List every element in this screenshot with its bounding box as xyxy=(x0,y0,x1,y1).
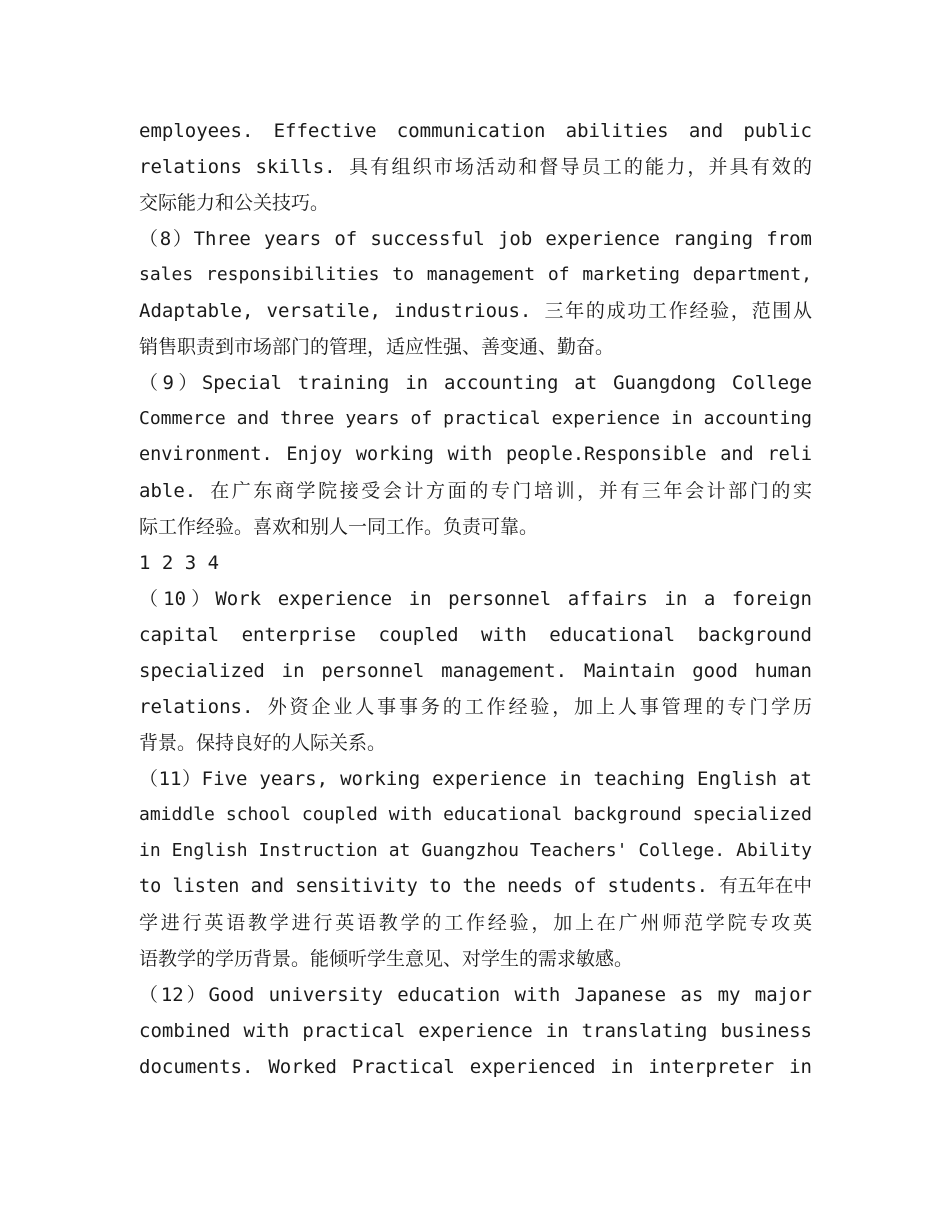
text-line: 1 2 3 4 xyxy=(139,552,220,574)
text-line: （8）Three years of successful job experience ranging from xyxy=(139,228,812,250)
text-line: relations. 外资企业人事事务的工作经验，加上人事管理的专门学历 xyxy=(139,696,812,718)
text-line: in English Instruction at Guangzhou Teachers' College. Ability xyxy=(139,840,812,861)
text-line: capital enterprise coupled with educational background xyxy=(139,624,812,646)
text-line: combined with practical experience in translating business xyxy=(139,1020,812,1042)
text-line: relations skills. 具有组织市场活动和督导员工的能力，并具有效的 xyxy=(139,156,812,178)
text-line: （9）Special training in accounting at Guangdong College xyxy=(139,372,812,394)
text-line: （10）Work experience in personnel affairs in a foreign xyxy=(139,588,812,610)
text-line: （11）Five years, working experience in teaching English at xyxy=(139,768,812,790)
text-line: amiddle school coupled with educational background specialized xyxy=(139,804,812,825)
text-line: to listen and sensitivity to the needs of students. 有五年在中 xyxy=(139,876,812,897)
text-line: （12）Good university education with Japanese as my major xyxy=(139,984,812,1006)
text-line: sales responsibilities to management of marketing department, xyxy=(139,264,812,285)
text-line: 背景。保持良好的人际关系。 xyxy=(139,732,387,754)
text-line: 际工作经验。喜欢和别人一同工作。负责可靠。 xyxy=(139,516,539,538)
text-line: 销售职责到市场部门的管理，适应性强、善变通、勤奋。 xyxy=(139,336,615,358)
text-line: Commerce and three years of practical experience in accounting xyxy=(139,408,812,429)
text-line: 交际能力和公关技巧。 xyxy=(139,192,330,214)
text-line: environment. Enjoy working with people.Responsible and reli xyxy=(139,444,812,465)
text-line: specialized in personnel management. Maintain good human xyxy=(139,660,812,682)
text-line: Adaptable, versatile, industrious. 三年的成功工作经验，范围从 xyxy=(139,300,812,322)
text-line: documents. Worked Practical experienced in interpreter in xyxy=(139,1056,812,1078)
text-line: employees. Effective communication abilities and public xyxy=(139,120,812,142)
text-line: able. 在广东商学院接受会计方面的专门培训，并有三年会计部门的实 xyxy=(139,480,812,502)
text-line: 语教学的学历背景。能倾听学生意见、对学生的需求敏感。 xyxy=(139,948,634,970)
text-line: 学进行英语教学进行英语教学的工作经验，加上在广州师范学院专攻英 xyxy=(139,912,812,934)
